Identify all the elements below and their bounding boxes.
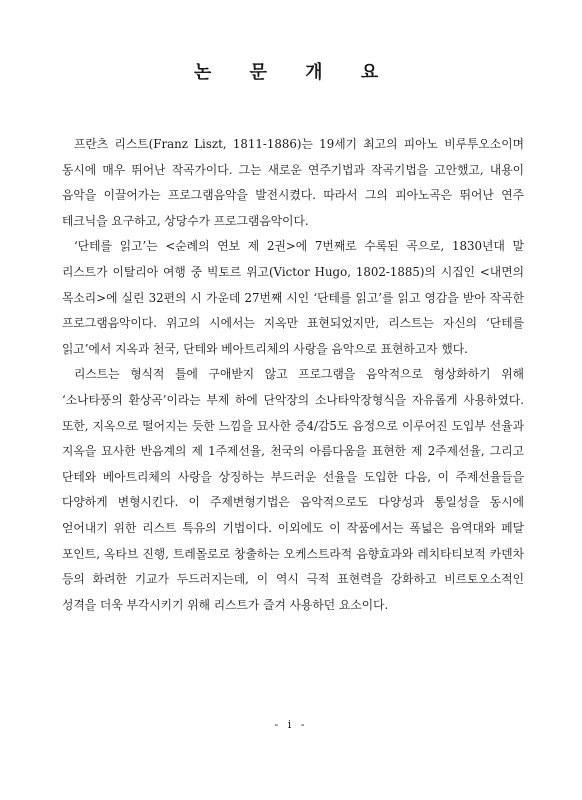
paragraph-3: 리스트는 형식적 틀에 구애받지 않고 프로그램을 음악적으로 형상화하기 위해 ‘소나타풍의 환상곡’이라는 부제 하에 단악장의 소나타악장형식을 자유롭게 사용하였다. 또한, 지옥으로 떨어지는 듯한 느낌을 묘사한 증4/감5도 음정으로 이루어진 도입부 선율과 지옥을 묘사한 반음계의 제 1주제선율, 천국의 아름다움을 표현한 제 2주제선율, 그리고 단테와 베아트리체의 사랑을 상징하는 부드러운 선율을 도입한 다음, 이 주제선율들을 다양하게 변형시킨다. 이 주제변형기법은 음악적으로도 다양성과 통일성을 동시에 얻어내기 위한 리스트 특유의 기법이다. 이외에도 이 작품에서는 폭넓은 음역대와 페달 포인트, 옥타브 진행, 트레몰로로 창출하는 오케스트라적 음향효과와 레치타티보적 카덴차 등의 화려한 기교가 두드러지는데, 이 역시 극적 표현력을 강화하고 비르토오소적인 성격을 더욱 부각시키기 위해 리스트가 즐겨 사용하던 요소이다. xyxy=(62,367,524,612)
paragraph-2: ‘단테를 읽고’는 <순례의 연보 제 2권>에 7번째로 수록된 곡으로, 1830년대 말 리스트가 이탈리아 여행 중 빅토르 위고(Victor Hugo, 1802-1885)의 시집인 <내면의 목소리>에 실린 32편의 시 가운데 27번째 시인 ‘단테를 읽고’를 읽고 영감을 받아 작곡한 프로그램음악이다. 위고의 시에서는 지옥만 표현되었지만, 리스트는 자신의 ‘단테를 읽고’에서 지옥과 천국, 단테와 베아트리체의 사랑을 음악으로 표현하고자 했다. xyxy=(62,239,524,356)
paragraph-1: 프란츠 리스트(Franz Liszt, 1811-1886)는 19세기 최고의 피아노 비루투오소이며 동시에 매우 뛰어난 작곡가이다. 그는 새로운 연주기법과 작곡기법을 고안했고, 내용이 음악을 이끌어가는 프로그램음악을 발전시켰다. 따라서 그의 피아노곡은 뛰어난 연주 테크닉을 요구하고, 상당수가 프로그램음악이다. xyxy=(62,137,524,228)
page-number: - i - xyxy=(274,718,308,731)
abstract-body xyxy=(62,132,524,618)
page-title: 논 문 개 요 xyxy=(193,62,389,83)
